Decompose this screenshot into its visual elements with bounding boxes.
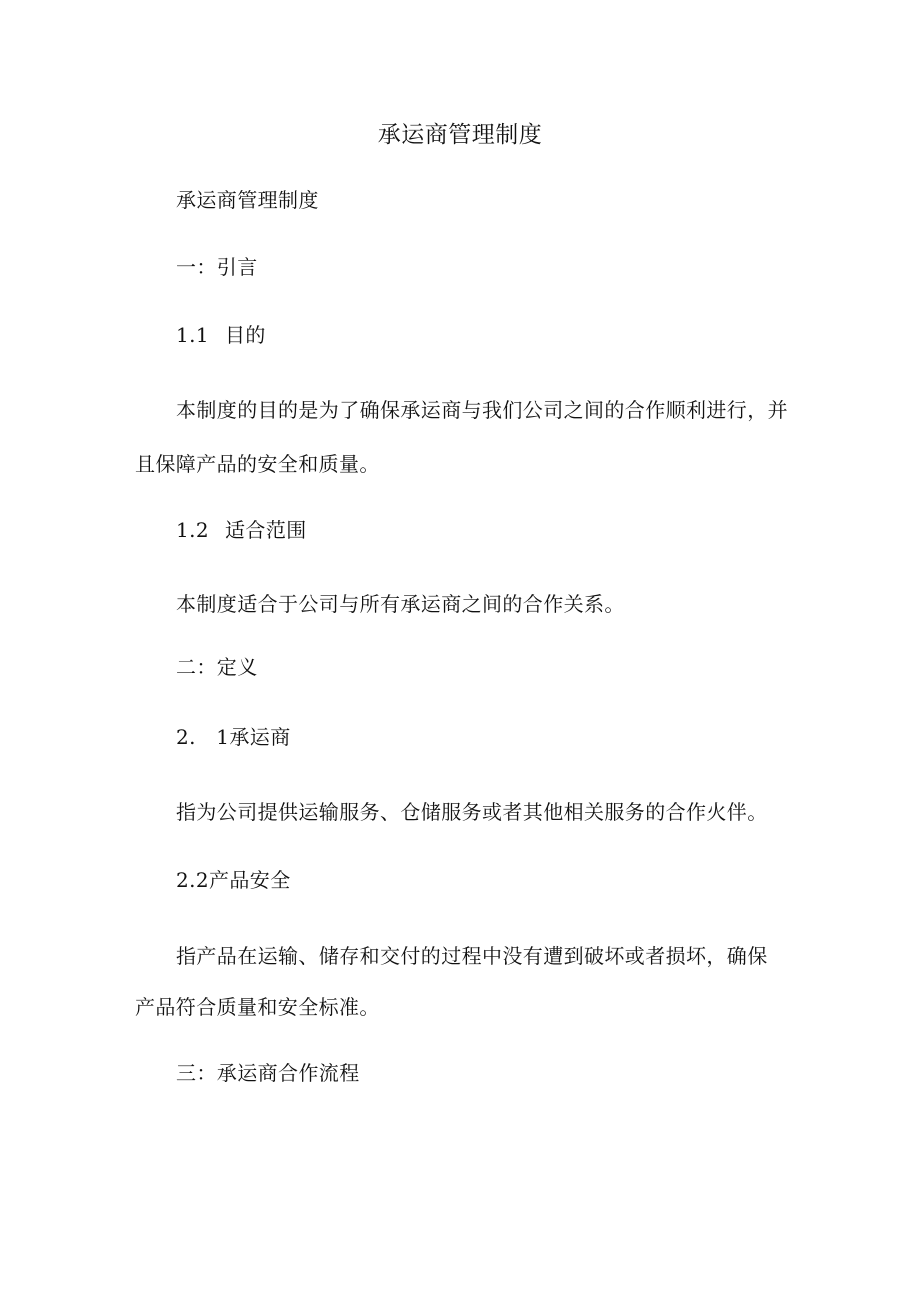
subsection-2-2-paragraph-line-1: 指产品在运输、储存和交付的过程中没有遭到破坏或者损坏，确保 (176, 944, 768, 968)
heading-repeat: 承运商管理制度 (176, 188, 319, 212)
subsection-2-2-paragraph-line-2: 产品符合质量和安全标准。 (135, 995, 380, 1019)
subsection-1-1-title: 目的 (225, 323, 266, 347)
section-3-heading: 三：承运商合作流程 (176, 1061, 360, 1085)
subsection-1-1-paragraph-line-1: 本制度的目的是为了确保承运商与我们公司之间的合作顺利进行，并 (176, 398, 788, 422)
subsection-1-2-heading (176, 513, 307, 547)
subsection-1-2-number: 1.2 (176, 518, 210, 542)
subsection-2-1-paragraph: 指为公司提供运输服务、仓储服务或者其他相关服务的合作火伴。 (176, 800, 768, 824)
subsection-1-1-heading (176, 318, 266, 352)
subsection-1-1-paragraph-line-2: 且保障产品的安全和质量。 (135, 452, 380, 476)
subsection-2-1-heading: 2. 1承运商 (176, 725, 291, 749)
section-2-heading: 二：定义 (176, 655, 258, 679)
section-1-heading: 一：引言 (176, 255, 258, 279)
subsection-2-2-heading: 2.2产品安全 (176, 868, 291, 892)
subsection-1-2-title: 适合范围 (225, 518, 307, 542)
document-title: 承运商管理制度 (377, 122, 543, 148)
subsection-1-1-number: 1.1 (176, 323, 210, 347)
subsection-1-2-paragraph: 本制度适合于公司与所有承运商之间的合作关系。 (176, 592, 625, 616)
